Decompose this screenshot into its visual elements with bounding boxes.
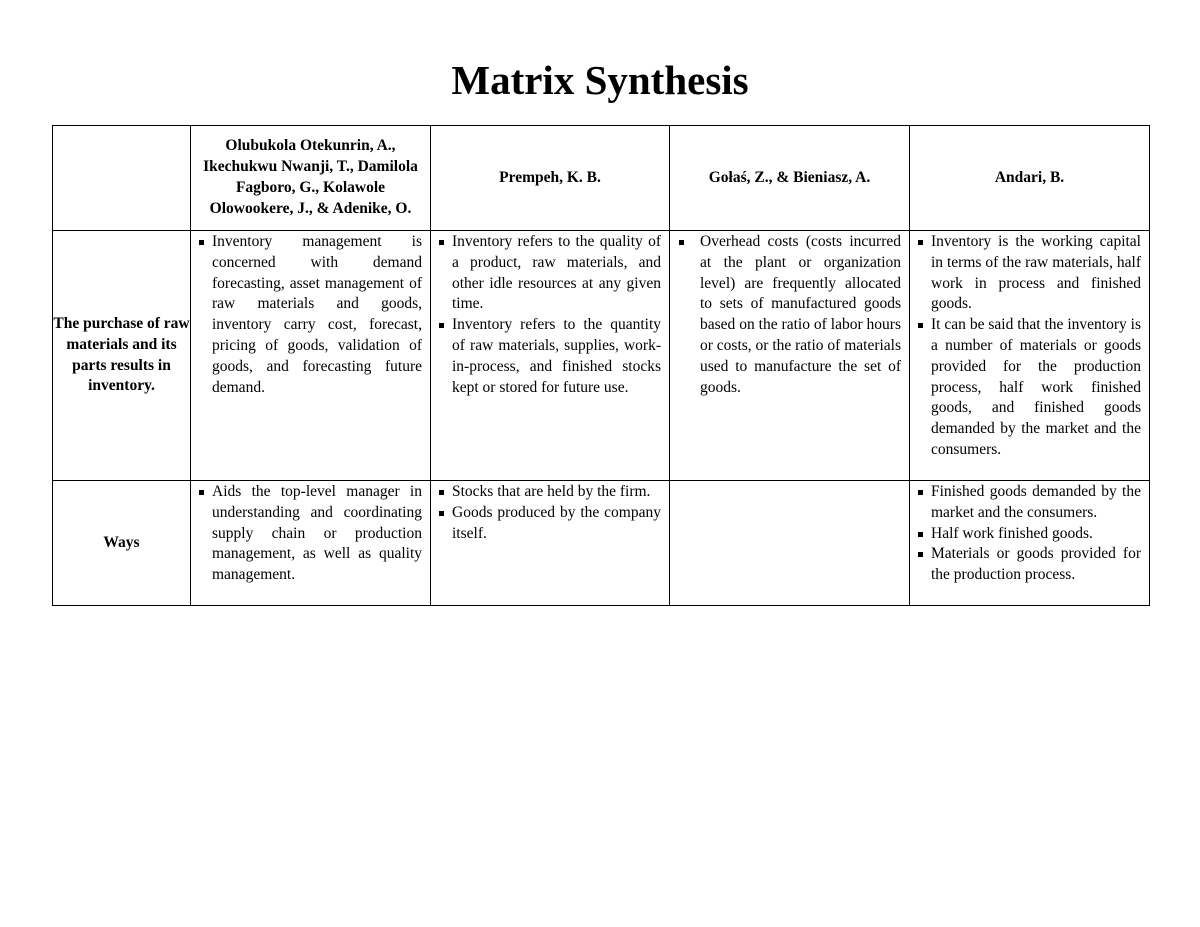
list-item: Overhead costs (costs incurred at the plant or organization level) are frequently allocated to sets of manufactured goods based on the ratio of labor hours or costs, or the ratio of materials used to manufacture the set of goods. <box>676 232 901 398</box>
matrix-cell <box>431 481 670 606</box>
list-item: Stocks that are held by the firm. <box>437 482 661 503</box>
square-bullet-icon <box>918 532 923 537</box>
matrix-cell <box>191 231 431 481</box>
column-header-author: Olubukola Otekunrin, A., Ikechukwu Nwanji, T., Damilola Fagboro, G., Kolawole Olowookere, J., & Adenike, O. <box>191 126 431 231</box>
page-title: Matrix Synthesis <box>451 57 749 103</box>
matrix-cell <box>670 231 910 481</box>
row-label: The purchase of raw materials and its parts results in inventory. <box>53 231 191 481</box>
list-item: Materials or goods provided for the production process. <box>916 544 1141 586</box>
matrix-cell <box>910 231 1150 481</box>
square-bullet-icon <box>439 490 444 495</box>
column-header-author: Prempeh, K. B. <box>431 126 670 231</box>
square-bullet-icon <box>918 240 923 245</box>
corner-cell <box>53 126 191 231</box>
synthesis-matrix-table <box>52 125 1150 606</box>
list-item: Goods produced by the company itself. <box>437 503 661 545</box>
matrix-cell <box>910 481 1150 606</box>
matrix-cell <box>431 231 670 481</box>
square-bullet-icon <box>679 240 684 245</box>
square-bullet-icon <box>199 490 204 495</box>
square-bullet-icon <box>439 240 444 245</box>
square-bullet-icon <box>918 323 923 328</box>
matrix-cell <box>191 481 431 606</box>
square-bullet-icon <box>918 552 923 557</box>
header-row <box>53 126 1150 231</box>
list-item: Inventory refers to the quality of a product, raw materials, and other idle resources at any given time. <box>437 232 661 315</box>
list-item: Aids the top-level manager in understanding and coordinating supply chain or production management, as well as quality management. <box>197 482 422 586</box>
list-item: Finished goods demanded by the market and the consumers. <box>916 482 1141 524</box>
row-label: Ways <box>53 481 191 606</box>
square-bullet-icon <box>439 511 444 516</box>
column-header-author: Andari, B. <box>910 126 1150 231</box>
table-row <box>53 231 1150 481</box>
list-item: Inventory management is concerned with demand forecasting, asset management of raw materials and goods, inventory carry cost, forecast, pricing of goods, validation of goods, and forecasting future demand. <box>197 232 422 398</box>
list-item: Inventory refers to the quantity of raw materials, supplies, work-in-process, and finished stocks kept or stored for future use. <box>437 315 661 398</box>
list-item: Half work finished goods. <box>916 524 1141 545</box>
list-item: Inventory is the working capital in terms of the raw materials, half work in process and finished goods. <box>916 232 1141 315</box>
matrix-cell-empty <box>670 481 910 606</box>
table-row <box>53 481 1150 606</box>
square-bullet-icon <box>199 240 204 245</box>
list-item: It can be said that the inventory is a number of materials or goods provided for the production process, half work finished goods, and finished goods demanded by the market and the consumers. <box>916 315 1141 461</box>
column-header-author: Gołaś, Z., & Bieniasz, A. <box>670 126 910 231</box>
square-bullet-icon <box>918 490 923 495</box>
square-bullet-icon <box>439 323 444 328</box>
